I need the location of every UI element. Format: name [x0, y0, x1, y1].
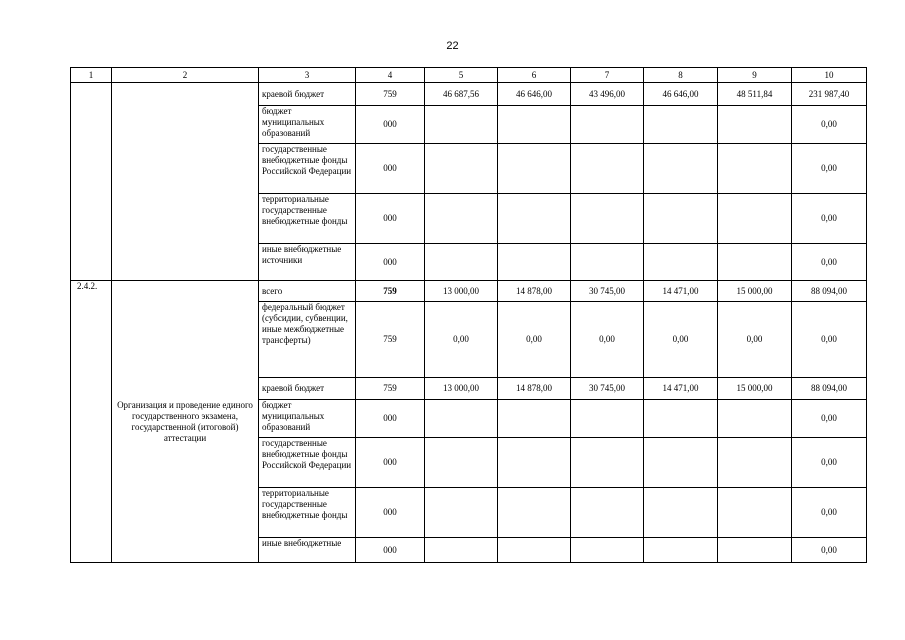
value-cell: 0,00 — [792, 488, 867, 538]
value-cell: 14 878,00 — [498, 378, 571, 400]
value-cell: 0,00 — [425, 302, 498, 378]
value-cell — [498, 538, 571, 563]
value-cell: 0,00 — [644, 302, 718, 378]
value-cell: 14 471,00 — [644, 378, 718, 400]
value-cell: 15 000,00 — [718, 281, 792, 302]
value-cell — [571, 106, 644, 144]
value-cell — [498, 194, 571, 244]
value-cell — [425, 438, 498, 488]
code-cell: 759 — [356, 83, 425, 106]
source-cell: территориальные государственные внебюджетные фонды — [259, 194, 356, 244]
value-cell: 0,00 — [718, 302, 792, 378]
code-cell: 000 — [356, 400, 425, 438]
value-cell — [425, 400, 498, 438]
source-cell: краевой бюджет — [259, 83, 356, 106]
source-cell: территориальные государственные внебюджетные фонды — [259, 488, 356, 538]
value-cell: 46 646,00 — [498, 83, 571, 106]
value-cell — [571, 244, 644, 281]
table-row — [71, 83, 867, 106]
value-cell: 0,00 — [792, 538, 867, 563]
value-cell: 0,00 — [498, 302, 571, 378]
header-cell: 8 — [644, 68, 718, 83]
value-cell — [498, 144, 571, 194]
value-cell: 13 000,00 — [425, 378, 498, 400]
value-cell — [644, 194, 718, 244]
value-cell — [571, 488, 644, 538]
source-cell: бюджет муниципальных образований — [259, 106, 356, 144]
header-cell: 6 — [498, 68, 571, 83]
value-cell — [644, 538, 718, 563]
value-cell: 231 987,40 — [792, 83, 867, 106]
header-cell: 7 — [571, 68, 644, 83]
value-cell: 0,00 — [792, 302, 867, 378]
value-cell — [718, 438, 792, 488]
value-cell — [571, 438, 644, 488]
value-cell: 0,00 — [792, 144, 867, 194]
header-cell: 4 — [356, 68, 425, 83]
value-cell — [571, 144, 644, 194]
value-cell — [718, 244, 792, 281]
value-cell — [644, 400, 718, 438]
value-cell: 88 094,00 — [792, 378, 867, 400]
value-cell — [498, 244, 571, 281]
source-cell: иные внебюджетные источники — [259, 244, 356, 281]
task-cell: Организация и проведение единого государственного экзамена, государственной (итоговой) аттестации — [112, 281, 259, 563]
header-cell: 2 — [112, 68, 259, 83]
value-cell — [425, 106, 498, 144]
value-cell — [498, 106, 571, 144]
value-cell — [425, 538, 498, 563]
value-cell — [571, 194, 644, 244]
value-cell: 0,00 — [792, 438, 867, 488]
value-cell — [644, 488, 718, 538]
value-cell — [425, 488, 498, 538]
code-cell: 759 — [356, 302, 425, 378]
value-cell — [571, 538, 644, 563]
header-cell: 9 — [718, 68, 792, 83]
value-cell: 0,00 — [792, 106, 867, 144]
value-cell — [425, 244, 498, 281]
value-cell: 0,00 — [792, 194, 867, 244]
value-cell — [718, 144, 792, 194]
header-cell: 10 — [792, 68, 867, 83]
value-cell: 88 094,00 — [792, 281, 867, 302]
header-cell: 3 — [259, 68, 356, 83]
value-cell — [718, 106, 792, 144]
task-cell — [112, 83, 259, 281]
header-cell: 1 — [71, 68, 112, 83]
source-cell: краевой бюджет — [259, 378, 356, 400]
value-cell: 0,00 — [792, 244, 867, 281]
value-cell — [718, 400, 792, 438]
code-cell: 000 — [356, 538, 425, 563]
value-cell — [718, 194, 792, 244]
value-cell — [644, 144, 718, 194]
value-cell — [644, 438, 718, 488]
code-cell: 759 — [356, 378, 425, 400]
value-cell — [644, 106, 718, 144]
value-cell: 13 000,00 — [425, 281, 498, 302]
value-cell: 48 511,84 — [718, 83, 792, 106]
code-cell: 000 — [356, 438, 425, 488]
code-cell: 000 — [356, 194, 425, 244]
value-cell: 30 745,00 — [571, 378, 644, 400]
value-cell — [425, 144, 498, 194]
header-cell: 5 — [425, 68, 498, 83]
code-cell: 000 — [356, 488, 425, 538]
index-cell — [71, 83, 112, 281]
value-cell — [718, 538, 792, 563]
value-cell: 0,00 — [571, 302, 644, 378]
index-cell: 2.4.2. — [71, 281, 112, 563]
value-cell: 15 000,00 — [718, 378, 792, 400]
table-row — [71, 281, 867, 302]
value-cell: 43 496,00 — [571, 83, 644, 106]
value-cell: 46 646,00 — [644, 83, 718, 106]
value-cell: 30 745,00 — [571, 281, 644, 302]
value-cell — [498, 438, 571, 488]
code-cell: 000 — [356, 144, 425, 194]
budget-table — [70, 67, 867, 563]
source-cell: федеральный бюджет (субсидии, субвенции, иные межбюджетные трансферты) — [259, 302, 356, 378]
code-cell: 000 — [356, 244, 425, 281]
source-cell: всего — [259, 281, 356, 302]
value-cell — [718, 488, 792, 538]
value-cell — [571, 400, 644, 438]
source-cell: иные внебюджетные — [259, 538, 356, 563]
header-row — [71, 68, 867, 83]
value-cell: 0,00 — [792, 400, 867, 438]
value-cell: 14 471,00 — [644, 281, 718, 302]
code-cell: 000 — [356, 106, 425, 144]
code-cell: 759 — [356, 281, 425, 302]
value-cell — [498, 488, 571, 538]
value-cell — [498, 400, 571, 438]
source-cell: государственные внебюджетные фонды Российской Федерации — [259, 144, 356, 194]
value-cell — [644, 244, 718, 281]
value-cell: 14 878,00 — [498, 281, 571, 302]
value-cell: 46 687,56 — [425, 83, 498, 106]
value-cell — [425, 194, 498, 244]
source-cell: государственные внебюджетные фонды Российской Федерации — [259, 438, 356, 488]
page-number: 22 — [446, 40, 459, 52]
source-cell: бюджет муниципальных образований — [259, 400, 356, 438]
